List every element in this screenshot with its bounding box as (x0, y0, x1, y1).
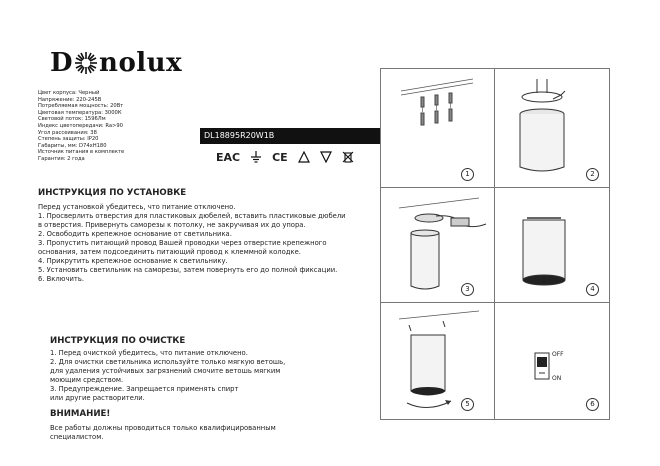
diagram-step-5 (380, 302, 495, 420)
spec-line: Напряжение: 220-245В (38, 96, 102, 103)
warning-line: Все работы должны проводиться только квалифицированным (50, 424, 276, 432)
installation-title: ИНСТРУКЦИЯ ПО УСТАНОВКЕ (38, 188, 187, 198)
certification-marks (216, 151, 354, 164)
spec-line: Световой поток: 1596Лм (38, 116, 106, 123)
installation-line: 1. Просверлить отверстия для пластиковых дюбелей, вставить пластиковые дюбели (38, 212, 346, 220)
warning-line: специалистом. (50, 433, 104, 441)
wiring-illustration (381, 188, 494, 302)
diagram-step-4 (494, 187, 610, 303)
step-number: 1 (461, 168, 474, 181)
spec-line: Гарантия: 2 года (38, 155, 85, 162)
installation-line: основания, затем подсоединить питающий провод к клеммной колодке. (38, 248, 301, 256)
installation-line: 3. Пропустить питающий провод Вашей проводки через отверстие крепежного (38, 239, 327, 247)
spec-line: Индекс цветопередачи: Ra>90 (38, 122, 123, 129)
switch-off-label: OFF (552, 351, 564, 358)
warning-triangle-icon (298, 151, 310, 163)
step-number: 4 (586, 283, 599, 296)
diagram-step-1 (380, 68, 495, 188)
cleaning-title: ИНСТРУКЦИЯ ПО ОЧИСТКЕ (50, 336, 186, 346)
step-number: 2 (586, 168, 599, 181)
diagram-step-2 (494, 68, 610, 188)
spec-line: Источник питания в комплекте (38, 149, 125, 156)
warning-title: ВНИМАНИЕ! (50, 409, 111, 419)
cleaning-line: 1. Перед очисткой убедитесь, что питание отключено. (50, 349, 248, 357)
spec-line: Цветовая температура: 3000К (38, 109, 122, 116)
brand-logo (50, 48, 182, 78)
installation-line: 2. Освободить крепежное основание от светильника. (38, 230, 232, 238)
installation-line: 4. Прикрутить крепежное основание к светильнику. (38, 257, 228, 265)
cleaning-line: или другие растворители. (50, 394, 145, 402)
logo-letter-d: D (50, 48, 74, 78)
eac-mark: EAC (216, 151, 241, 164)
ground-icon (250, 151, 262, 163)
warning-text (50, 424, 276, 442)
step-number: 3 (461, 283, 474, 296)
sun-burst-icon (74, 51, 98, 75)
diagram-step-6 (494, 302, 610, 420)
spec-line: Габариты, мм: D74xH180 (38, 142, 107, 149)
rotate-fix-illustration (381, 303, 494, 419)
step-number: 6 (586, 398, 599, 411)
switch-on-label: ON (552, 375, 562, 382)
diagram-step-3 (380, 187, 495, 303)
step-number: 5 (461, 398, 474, 411)
spec-line: Степень защиты: IP20 (38, 136, 99, 143)
installation-line: в отверстия. Привернуть саморезы к потолку, не закручивая их до упора. (38, 221, 306, 229)
cleaning-line: 2. Для очистки светильника используйте только мягкую ветошь, (50, 358, 286, 366)
cleaning-line: 3. Предупреждение. Запрещается применять спирт (50, 385, 239, 393)
cleaning-line: для удаления устойчивых загрязнений смочите ветошь мягким (50, 367, 281, 375)
installation-line: Перед установкой убедитесь, что питание отключено. (38, 203, 236, 211)
drilling-illustration (381, 69, 494, 187)
crossed-bin-icon (342, 151, 354, 163)
spec-line: Угол рассеивания: 38 (38, 129, 97, 136)
cleaning-steps (50, 349, 285, 403)
model-number: DL18895R20W1B (200, 128, 380, 144)
cleaning-line: моющим средством. (50, 376, 124, 384)
installation-line: 5. Установить светильник на саморезы, затем повернуть его до полной фиксации. (38, 266, 338, 274)
installation-steps (38, 203, 346, 284)
spec-line: Цвет корпуса: Черный (38, 90, 100, 96)
spec-list (38, 90, 204, 163)
ce-mark: CE (272, 151, 288, 164)
logo-wordmark: nolux (99, 48, 183, 78)
spec-line: Потребляемая мощность: 20Вт (38, 103, 124, 110)
inverted-triangle-icon (320, 151, 332, 163)
installation-line: 6. Включить. (38, 275, 85, 283)
